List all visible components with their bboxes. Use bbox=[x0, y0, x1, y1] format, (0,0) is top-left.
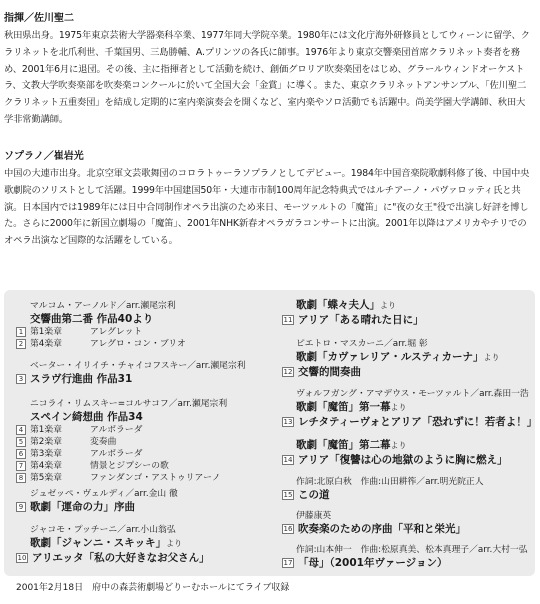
work-arnold bbox=[16, 300, 278, 350]
work-title-line bbox=[282, 488, 532, 502]
profile-soprano bbox=[4, 150, 534, 250]
movement bbox=[16, 436, 278, 448]
track-number: 10 bbox=[17, 554, 27, 562]
composer: ベーター・イリイチ・チャイコフスキー／arr.瀬尾宗利 bbox=[30, 361, 246, 371]
track-number: 7 bbox=[16, 461, 26, 471]
work-title-line bbox=[282, 522, 532, 536]
movement-name: アルボラーダ bbox=[90, 425, 143, 435]
work-title-line bbox=[282, 350, 532, 365]
work-title: 歌劇「蝶々夫人」 bbox=[296, 299, 380, 311]
work-subtitle-line bbox=[282, 415, 538, 429]
profile-heading: ソプラノ／崔岩光 bbox=[4, 151, 84, 162]
work-subtitle-line bbox=[282, 365, 532, 379]
title-suffix: より bbox=[390, 403, 407, 412]
work-subtitle: アリア「ある晴れた日に」 bbox=[298, 314, 424, 326]
work-title: 歌劇「ジャンニ・スキッキ」 bbox=[30, 537, 167, 549]
work-title-line bbox=[282, 298, 532, 313]
work-haha bbox=[282, 544, 532, 570]
work-title-line bbox=[282, 556, 532, 570]
work-puccini bbox=[16, 524, 278, 565]
movement-label: 第4楽章 bbox=[30, 461, 62, 471]
composer: ヴォルフガング・アマデウス・モーツァルト／arr.森田一浩 bbox=[296, 389, 529, 399]
work-subtitle: アリア「復讐は心の地獄のように胸に燃え」 bbox=[298, 454, 508, 466]
movement-label: 第4楽章 bbox=[30, 339, 62, 349]
track-number: 14 bbox=[283, 456, 293, 464]
track-number: 12 bbox=[283, 368, 293, 376]
work-subtitle: アリエッタ「私の大好きなお父さん」 bbox=[32, 552, 210, 564]
track-number: 8 bbox=[16, 473, 26, 483]
composer: 作詞:山本伸一 作曲:松原真美、松本真理子／arr.大村一弘 bbox=[296, 545, 528, 555]
movement-label: 第3楽章 bbox=[30, 449, 62, 459]
movement-label: 第5楽章 bbox=[30, 473, 62, 483]
movement bbox=[16, 338, 278, 350]
composer: ジュゼッペ・ヴェルディ／arr.金山 徹 bbox=[30, 489, 178, 499]
title-suffix: より bbox=[166, 539, 183, 548]
work-title-line bbox=[282, 400, 532, 415]
track-number: 3 bbox=[16, 374, 26, 384]
composer: ニコライ・リムスキー=コルサコフ／arr.瀬尾宗利 bbox=[30, 399, 228, 409]
track-number: 16 bbox=[283, 525, 293, 533]
work-title: 歌劇「カヴァレリア・ルスティカーナ」 bbox=[296, 351, 484, 363]
work-title-line bbox=[16, 372, 278, 386]
track-number: 15 bbox=[283, 491, 293, 499]
movement-name: アレグレット bbox=[90, 327, 143, 337]
movement-name: ファンダンゴ・アストゥリアーノ bbox=[90, 473, 221, 483]
work-verdi bbox=[16, 488, 278, 514]
work-mascagni bbox=[282, 338, 532, 379]
work-title: 歌劇「魔笛」第二幕 bbox=[296, 439, 391, 451]
work-title: 歌劇「魔笛」第一幕 bbox=[296, 401, 391, 413]
work-mozart-act2 bbox=[282, 438, 532, 467]
work-rimsky-korsakov bbox=[16, 398, 278, 484]
work-subtitle: レチタティーヴォとアリア「恐れずに！若者よ！」 bbox=[298, 416, 538, 428]
work-title: スラヴ行進曲 作品31 bbox=[30, 373, 133, 385]
work-title: 吹奏楽のための序曲「平和と栄光」 bbox=[298, 523, 466, 535]
composer: 作詞:北原白秋 作曲:山田耕筰／arr.明光院正人 bbox=[296, 477, 484, 487]
title-suffix: より bbox=[483, 353, 500, 362]
work-title-line bbox=[16, 536, 278, 551]
composer: ピエトロ・マスカーニ／arr.堀 彰 bbox=[296, 339, 428, 349]
work-title: この道 bbox=[298, 489, 330, 501]
movement bbox=[16, 326, 278, 338]
profile-conductor bbox=[4, 12, 534, 129]
work-subtitle-line bbox=[16, 551, 278, 565]
work-subtitle: 交響的間奏曲 bbox=[298, 366, 361, 378]
work-subtitle-line bbox=[282, 453, 532, 467]
movement-label: 第1楽章 bbox=[30, 425, 62, 435]
track-number: 5 bbox=[16, 437, 26, 447]
composer: 伊藤康英 bbox=[296, 511, 332, 521]
track-number: 6 bbox=[16, 449, 26, 459]
track-number: 4 bbox=[16, 425, 26, 435]
work-title: 歌劇「運命の力」序曲 bbox=[30, 501, 135, 513]
profile-body: 中国の大連市出身。北京空軍文芸歌舞団のコロラトゥーラソプラノとしてデビュー。1984年中国音楽院歌劇科修了後、中国中央歌劇院のソリストとして活躍。1999年中国建国50年・大連市市制100周年記念特典式ではルチアーノ・パヴァロッティ氏と共演。日本国内では1989年には日中合同制作オペラ出演のため来日、モーツァルトの「魔笛」に"夜の女王"役で出演し好評を博した。さらに2000年に新国立劇場の「魔笛」、2001年NHK新春オペラガラコンサートに出演。2001年以降はアメリカやチリでのオペラ出演など国際的な活躍をしている。 bbox=[4, 168, 530, 247]
track-number: 9 bbox=[16, 502, 26, 512]
recording-note: 2001年2月18日 府中の森芸術劇場どりーむホールにてライブ収録 bbox=[16, 583, 290, 593]
profile-body: 秋田県出身。1975年東京芸術大学器楽科卒業、1977年同大学院卒業。1980年には文化庁海外研修員としてウィーンに留学、クラリネットを北爪利世、千葉国男、三島勝輔、A.プリンツの各氏に師事。1976年より東京交響楽団首席クラリネット奏者を務め、2001年6月に退団。その後、主に指揮者として活動を続け、創価グロリア吹奏楽団をはじめ、グラールウィンドオーケストラ、文教大学吹奏楽部を吹奏楽コンクールに於いて全国大会「金賞」に導く。また、東京クラリネットアンサンブル、「佐川聖二クラリネット五重奏団」を結成し定期的に室内楽演奏会を開くなど、室内楽やソロ活動でも活躍中。尚美学園大学講師、秋田大学非常勤講師。 bbox=[4, 30, 530, 125]
movement bbox=[16, 424, 278, 436]
work-butterfly bbox=[282, 298, 532, 327]
title-suffix: より bbox=[380, 301, 396, 310]
composer: マルコム・アーノルド／arr.瀬尾宗利 bbox=[30, 301, 176, 311]
work-subtitle-line bbox=[282, 313, 532, 327]
movement-label: 第2楽章 bbox=[30, 437, 62, 447]
work-title-line bbox=[16, 500, 278, 514]
movement-name: アレグロ・コン・ブリオ bbox=[90, 339, 186, 349]
movement bbox=[16, 460, 278, 472]
work-konomichi bbox=[282, 476, 532, 502]
title-suffix: より bbox=[390, 441, 407, 450]
work-title: スペイン綺想曲 作品34 bbox=[30, 411, 143, 423]
work-title: 「母」（2001年ヴァージョン） bbox=[298, 557, 448, 569]
movement bbox=[16, 448, 278, 460]
track-number: 17 bbox=[283, 559, 293, 567]
movement-label: 第1楽章 bbox=[30, 327, 62, 337]
work-tchaikovsky bbox=[16, 360, 278, 386]
work-ito bbox=[282, 510, 532, 536]
program-box bbox=[4, 290, 538, 576]
work-mozart-act1 bbox=[282, 388, 538, 429]
movement bbox=[16, 472, 278, 484]
movement-name: アルボラーダ bbox=[90, 449, 143, 459]
composer: ジャコモ・プッチーニ／arr.小山翁弘 bbox=[30, 525, 176, 535]
movement-name: 変奏曲 bbox=[90, 437, 117, 447]
movement-name: 情景とジプシーの歌 bbox=[90, 461, 169, 471]
track-number: 13 bbox=[283, 418, 293, 426]
work-title: 交響曲第二番 作品40より bbox=[30, 313, 154, 325]
track-number: 2 bbox=[16, 339, 26, 349]
work-title-line bbox=[282, 438, 532, 453]
track-number: 11 bbox=[283, 316, 293, 324]
track-number: 1 bbox=[16, 327, 26, 337]
profile-heading: 指揮／佐川聖二 bbox=[4, 13, 74, 24]
